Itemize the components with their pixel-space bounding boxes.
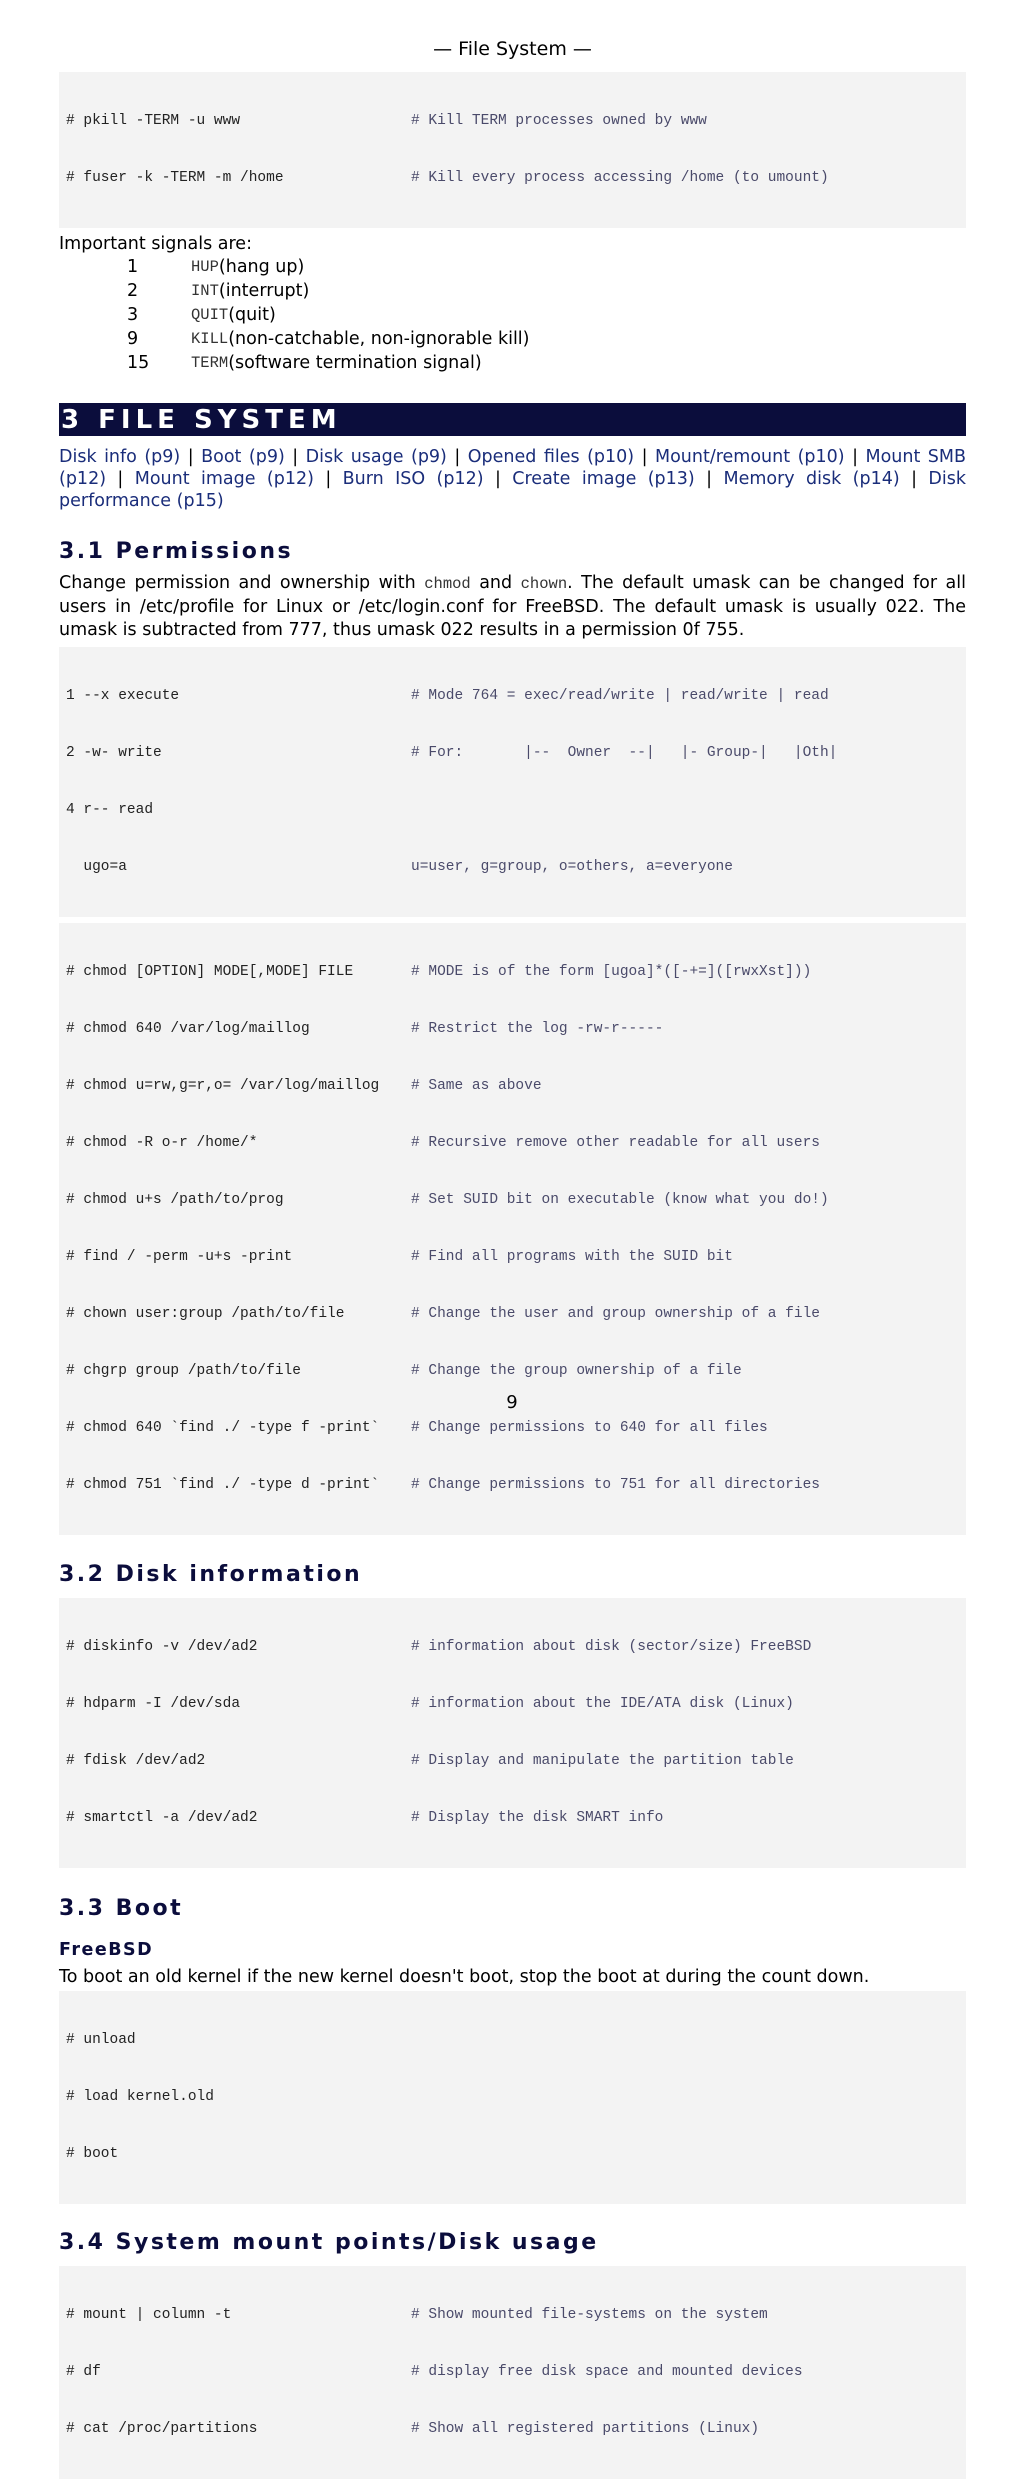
link-separator: | — [694, 469, 724, 489]
link-separator: | — [313, 469, 343, 489]
code-line: # chmod 640 `find ./ -type f -print` # Change permissions to 640 for all files — [66, 1420, 768, 1436]
section-title-boot: 3.3 Boot — [59, 1896, 184, 1921]
permissions-paragraph: Change permission and ownership with chmod and chown. The default umask can be changed for all users in /etc/profile for Linux or /etc/login.conf for FreeBSD. The default umask is usually 022. The umask is subtracted from 777, thus umask 022 results in a permission 0f 755. — [59, 573, 967, 640]
code-line: 1 --x execute # Mode 764 = exec/read/write | read/write | read — [66, 688, 829, 704]
chapter-links — [59, 446, 966, 512]
document-page — [59, 0, 966, 2479]
code-line: 4 r-- read — [66, 802, 154, 818]
code-block-kill — [59, 72, 966, 228]
signals-list — [59, 255, 966, 375]
code-block-mount-points — [59, 2266, 966, 2479]
code-line: # mount | column -t # Show mounted file-systems on the system — [66, 2307, 768, 2323]
section-title-mount-points: 3.4 System mount points/Disk usage — [59, 2230, 599, 2255]
section-title-disk-information: 3.2 Disk information — [59, 1562, 363, 1587]
link-separator: | — [180, 447, 202, 467]
chapter-title: 3 FILE SYSTEM — [59, 403, 966, 436]
link-disk-info[interactable]: Disk info (p9) — [59, 447, 181, 467]
code-line: # df # display free disk space and mounted devices — [66, 2364, 803, 2380]
link-separator: | — [446, 447, 468, 467]
signal-item: 3 QUIT (quit) — [127, 305, 276, 325]
code-block-disk-info — [59, 1598, 966, 1868]
page-number: 9 — [506, 1392, 518, 1413]
link-memory-disk[interactable]: Memory disk (p14) — [723, 469, 900, 489]
link-separator: | — [284, 447, 306, 467]
link-separator: | — [899, 469, 929, 489]
link-mount-remount[interactable]: Mount/remount (p10) — [654, 447, 845, 467]
code-line: # diskinfo -v /dev/ad2 # information about disk (sector/size) FreeBSD — [66, 1639, 812, 1655]
code-line: 2 -w- write # For: |-- Owner --| |- Group-| |Oth| — [66, 745, 838, 761]
code-line: # pkill -TERM -u www # Kill TERM processes owned by www — [66, 113, 707, 129]
signal-item: 9 KILL (non-catchable, non-ignorable kill) — [127, 329, 530, 349]
code-line: # boot — [66, 2146, 119, 2162]
code-line: # load kernel.old — [66, 2089, 214, 2105]
code-line: # cat /proc/partitions # Show all registered partitions (Linux) — [66, 2421, 760, 2437]
code-line: # smartctl -a /dev/ad2 # Display the disk SMART info — [66, 1810, 664, 1826]
subsection-title-freebsd: FreeBSD — [59, 1940, 154, 1960]
boot-paragraph: To boot an old kernel if the new kernel doesn't boot, stop the boot at during the count down. — [59, 1967, 870, 1987]
code-line: # chmod [OPTION] MODE[,MODE] FILE # MODE is of the form [ugoa]*([-+=]([rwxXst])) — [66, 964, 812, 980]
code-line: # chmod 640 /var/log/maillog # Restrict the log -rw-r----- — [66, 1021, 664, 1037]
code-line: # chmod -R o-r /home/* # Recursive remove other readable for all users — [66, 1135, 820, 1151]
link-separator: | — [634, 447, 655, 467]
signals-intro: Important signals are: — [59, 234, 252, 254]
code-line: # unload — [66, 2032, 136, 2048]
code-line: # fdisk /dev/ad2 # Display and manipulate the partition table — [66, 1753, 794, 1769]
code-line: # chmod u+s /path/to/prog # Set SUID bit on executable (know what you do!) — [66, 1192, 829, 1208]
code-line: # chown user:group /path/to/file # Change the user and group ownership of a file — [66, 1306, 820, 1322]
link-create-image[interactable]: Create image (p13) — [512, 469, 695, 489]
link-burn-iso[interactable]: Burn ISO (p12) — [342, 469, 484, 489]
code-line: # fuser -k -TERM -m /home # Kill every process accessing /home (to umount) — [66, 170, 829, 186]
code-line: # hdparm -I /dev/sda # information about the IDE/ATA disk (Linux) — [66, 1696, 794, 1712]
signal-item: 1 HUP (hang up) — [127, 257, 305, 277]
link-disk-usage[interactable]: Disk usage (p9) — [305, 447, 447, 467]
code-line: # chmod 751 `find ./ -type d -print` # Change permissions to 751 for all directories — [66, 1477, 820, 1493]
link-mount-image[interactable]: Mount image (p12) — [134, 469, 314, 489]
code-line: ugo=a u=user, g=group, o=others, a=everyone — [66, 859, 733, 875]
code-block-chmod — [59, 923, 966, 1535]
link-opened-files[interactable]: Opened files (p10) — [467, 447, 635, 467]
link-boot[interactable]: Boot (p9) — [201, 447, 285, 467]
code-block-modes — [59, 647, 966, 917]
running-header: — File System — — [433, 38, 592, 60]
link-separator: | — [106, 469, 135, 489]
link-separator: | — [844, 447, 866, 467]
link-disk-performance[interactable]: Disk performance (p15) — [59, 469, 966, 511]
signal-item: 2 INT (interrupt) — [127, 281, 310, 301]
link-separator: | — [483, 469, 513, 489]
code-line: # chgrp group /path/to/file # Change the group ownership of a file — [66, 1363, 742, 1379]
code-line: # find / -perm -u+s -print # Find all programs with the SUID bit — [66, 1249, 733, 1265]
section-title-permissions: 3.1 Permissions — [59, 539, 294, 564]
link-mount-smb[interactable]: Mount SMB (p12) — [59, 447, 967, 489]
code-line: # chmod u=rw,g=r,o= /var/log/maillog # Same as above — [66, 1078, 542, 1094]
signal-item: 15 TERM (software termination signal) — [127, 353, 482, 373]
code-block-boot — [59, 1991, 966, 2204]
